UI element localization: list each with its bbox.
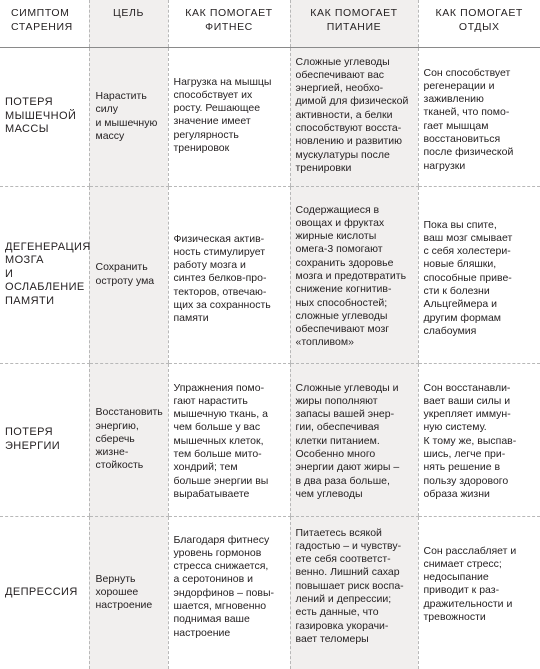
header-row [0, 0, 540, 47]
symptom-cell: ДЕПРЕССИЯ [5, 586, 78, 598]
header-symptom: СИМПТОМ СТАРЕНИЯ [0, 0, 89, 47]
rest-cell: Сон расслабляет и снимает стресс; недосыпание приводит к раз- дражительности и тревожности [418, 516, 540, 669]
table-row [0, 516, 540, 669]
goal-cell: Нарастить силу и мышечную массу [89, 47, 168, 186]
rest-cell: Сон восстанавли- вает ваши силы и укрепляет иммун- ную систему. К тому же, выспав- шись, легче при- нять решение в пользу здорового образа жизни [418, 363, 540, 516]
symptom-cell: ПОТЕРЯ ЭНЕРГИИ [0, 363, 89, 516]
header-goal: ЦЕЛЬ [89, 0, 168, 47]
rest-cell: Сон способствует регенерации и заживлению тканей, что помо- гает мышцам восстановиться после физической нагрузки [418, 47, 540, 186]
rest-cell: Пока вы спите, ваш мозг смывает с себя холестери- новые бляшки, способные приве- сти к болезни Альцгеймера и другим формам слабоумия [418, 186, 540, 363]
fitness-cell: Физическая актив- ность стимулирует работу мозга и синтез белков-про- текторов, отвечаю- щих за сохранность памяти [168, 186, 290, 363]
goal-cell: Восстановить энергию, сберечь жизне- стойкость [89, 363, 168, 516]
goal-cell: Сохранить остроту ума [89, 186, 168, 363]
symptom-cell: ДЕГЕНЕРАЦИЯ МОЗГА И ОСЛАБЛЕНИЕ ПАМЯТИ [0, 186, 89, 363]
goal-cell: Вернуть хорошее настроение [89, 516, 168, 669]
header-nutrition: КАК ПОМОГАЕТ ПИТАНИЕ [290, 0, 418, 47]
table-row [0, 186, 540, 363]
symptom-cell: ПОТЕРЯ МЫШЕЧНОЙ МАССЫ [0, 47, 89, 186]
table-row [0, 47, 540, 186]
header-fitness: КАК ПОМОГАЕТ ФИТНЕС [168, 0, 290, 47]
nutrition-cell: Сложные углеводы обеспечивают вас энергией, необхо- димой для физической активности, а белки способствуют восста- новлению и развитию мускулатуры после тренировки [290, 47, 418, 186]
header-rest: КАК ПОМОГАЕТ ОТДЫХ [418, 0, 540, 47]
nutrition-cell: Содержащиеся в овощах и фруктах жирные кислоты омега-3 помогают сохранить здоровье мозга и предотвратить снижение когнитив- ных способностей; сложные углеводы обеспечивают мозг «топливом» [290, 186, 418, 363]
fitness-cell: Благодаря фитнесу уровень гормонов стресса снижается, а серотонинов и эндорфинов – повы- шается, мгновенно поднимая ваше настроение [168, 516, 290, 669]
nutrition-cell: Сложные углеводы и жиры пополняют запасы вашей энер- гии, обеспечивая клетки питанием. Особенно много энергии дают жиры – в два раза больше, чем углеводы [290, 363, 418, 516]
fitness-cell: Упражнения помо- гают нарастить мышечную ткань, а чем больше у вас мышечных клеток, тем больше мито- хондрий; тем больше энергии вы вырабатываете [168, 363, 290, 516]
fitness-cell: Нагрузка на мышцы способствует их росту. Решающее значение имеет регулярность тренировок [168, 47, 290, 186]
table-row [0, 363, 540, 516]
nutrition-cell: Питаетесь всякой гадостью – и чувству- ете себя соответст- венно. Лишний сахар повышает риск воспа- лений и депрессии; есть данные, что газировка укорачи- вает теломеры [290, 516, 418, 669]
